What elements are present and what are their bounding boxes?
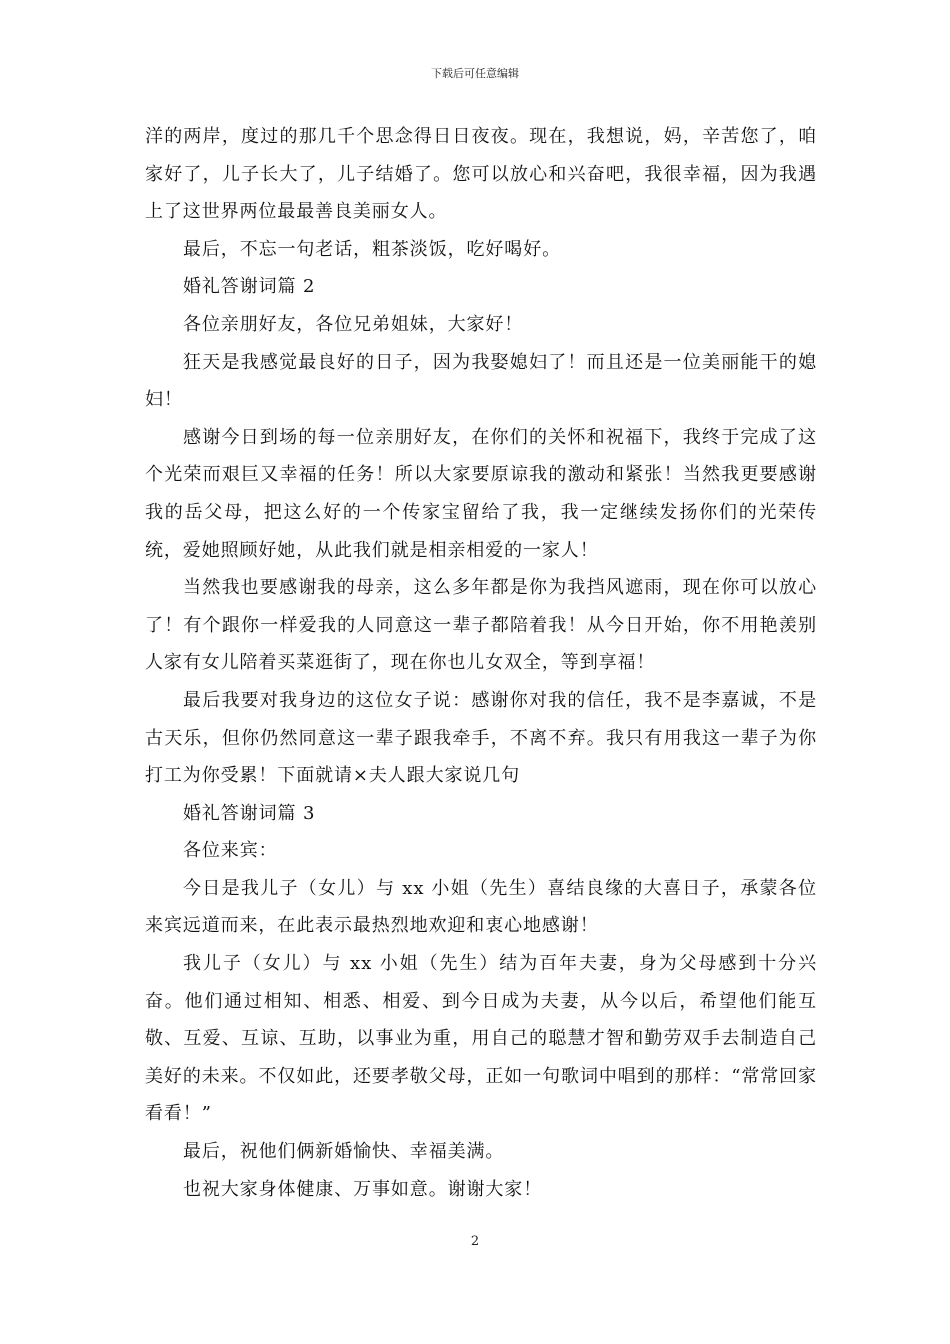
- section-heading: 婚礼答谢词篇 2: [183, 276, 316, 298]
- page-number: 2: [470, 1234, 480, 1249]
- paragraph: 感谢今日到场的每一位亲朋好友，在你们的关怀和祝福下，我终于完成了这个光荣而艰巨又幸福的任务！所以大家要原谅我的激动和紧张！当然我更要感谢我的岳父母，把这么好的一个传家宝留给了我，我一定继续发扬你们的光荣传统，爱她照顾好她，从此我们就是相亲相爱的一家人！: [145, 426, 817, 561]
- paragraph: 最后，不忘一句老话，粗茶淡饭，吃好喝好。: [183, 238, 561, 260]
- paragraph: 当然我也要感谢我的母亲，这么多年都是你为我挡风遮雨，现在你可以放心了！有个跟你一样爱我的人同意这一辈子都陪着我！从今日开始，你不用艳羡别人家有女儿陪着买菜逛街了，现在你也儿女双全，等到享福！: [145, 577, 817, 674]
- paragraph: 我儿子（女儿）与 xx 小姐（先生）结为百年夫妻，身为父母感到十分兴奋。他们通过相知、相悉、相爱、到今日成为夫妻，从今以后，希望他们能互敬、互爱、互谅、互助，以事业为重，用自己的聪慧才智和勤劳双手去制造自己美好的未来。不仅如此，还要孝敬父母，正如一句歌词中唱到的那样：“常常回家看看！”: [145, 953, 817, 1125]
- paragraph: 最后，祝他们俩新婚愉快、幸福美满。: [183, 1141, 505, 1163]
- document-body: [145, 118, 817, 1208]
- section-heading: 婚礼答谢词篇 3: [183, 802, 316, 824]
- paragraph: 最后我要对我身边的这位女子说：感谢你对我的信任，我不是李嘉诚，不是古天乐，但你仍然同意这一辈子跟我牵手，不离不弃。我只有用我这一辈子为你打工为你受累！下面就请×夫人跟大家说几句: [145, 689, 817, 787]
- paragraph: 今日是我儿子（女儿）与 xx 小姐（先生）喜结良缘的大喜日子，承蒙各位来宾远道而来，在此表示最热烈地欢迎和衷心地感谢！: [145, 877, 817, 937]
- paragraph: 狂天是我感觉最良好的日子，因为我娶媳妇了！而且还是一位美丽能干的媳妇！: [145, 351, 817, 411]
- paragraph: 各位来宾：: [183, 840, 278, 862]
- paragraph: 也祝大家身体健康、万事如意。谢谢大家！: [183, 1178, 543, 1200]
- page-header: 下载后可任意编辑: [431, 67, 519, 80]
- paragraph: 洋的两岸，度过的那几千个思念得日日夜夜。现在，我想说，妈，辛苦您了，咱家好了，儿子长大了，儿子结婚了。您可以放心和兴奋吧，我很幸福，因为我遇上了这世界两位最最善良美丽女人。: [145, 126, 817, 223]
- paragraph: 各位亲朋好友，各位兄弟姐妹，大家好！: [183, 313, 524, 335]
